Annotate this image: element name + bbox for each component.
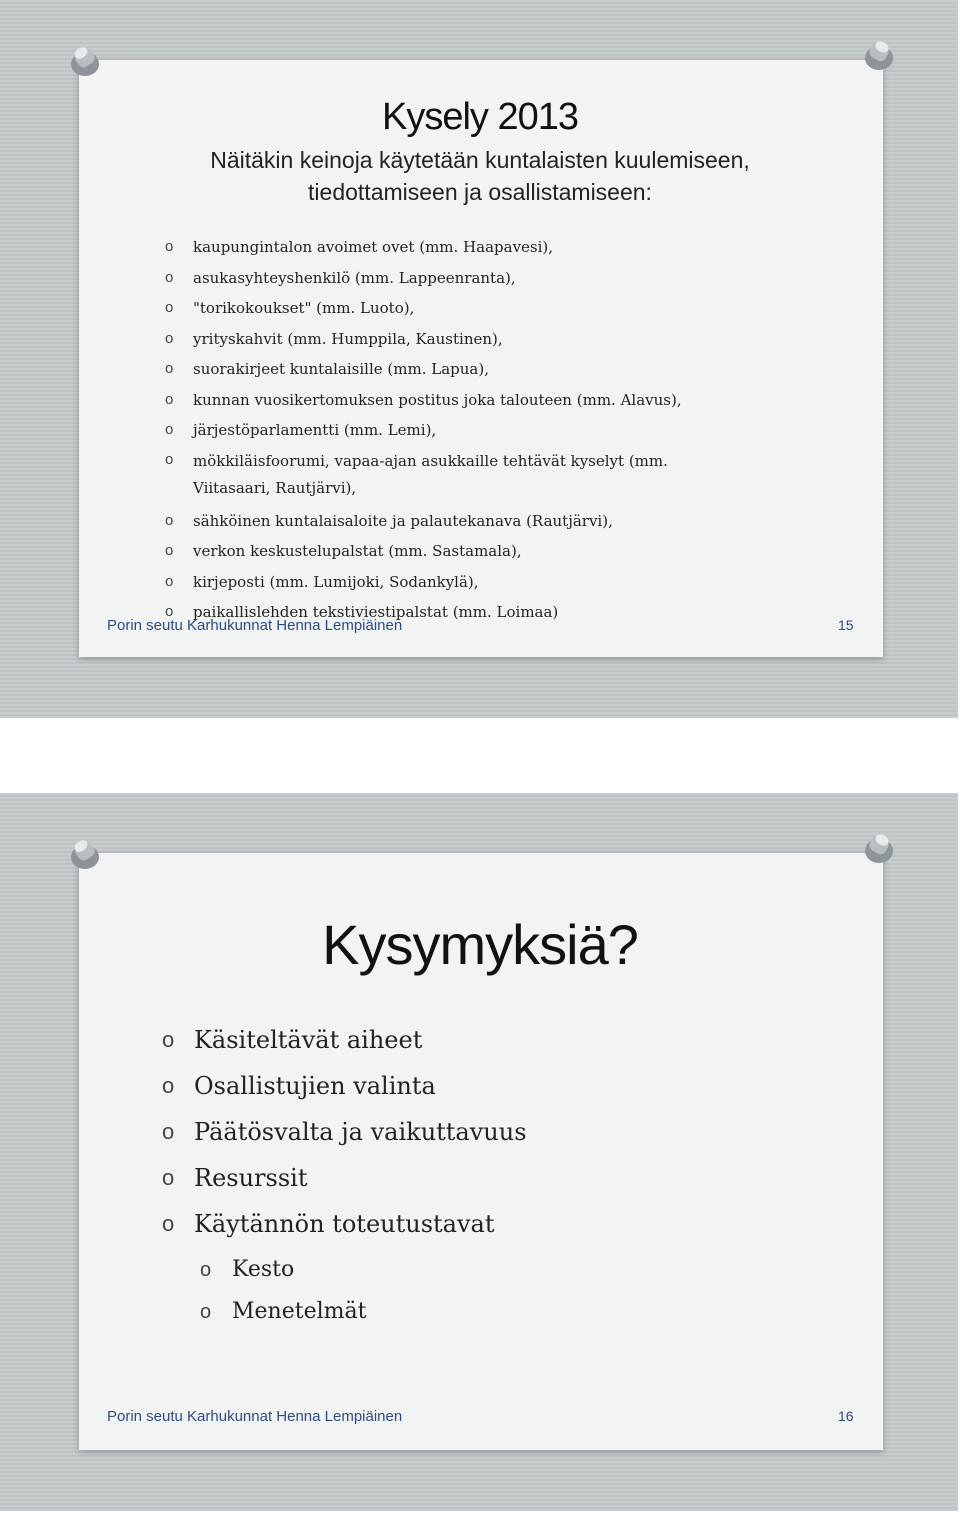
bullet-icon: o [165, 572, 174, 590]
list-item [162, 1020, 527, 1066]
slide-15-subtitle [0, 144, 960, 208]
bullet-icon: o [162, 1073, 175, 1098]
list-item-text: yrityskahvit (mm. Humppila, Kaustinen), [193, 329, 503, 348]
bullet-icon: o [162, 1027, 175, 1052]
bullet-icon: o [165, 329, 174, 347]
list-item-text: sähköinen kuntalaisaloite ja palautekanava (Rautjärvi), [193, 511, 613, 530]
list-item-text: asukasyhteyshenkilö (mm. Lappeenranta), [193, 268, 516, 287]
list-item-text: kaupungintalon avoimet ovet (mm. Haapavesi), [193, 238, 554, 256]
list-item-text: Osallistujien valinta [194, 1072, 436, 1100]
list-item-text: Menetelmät [232, 1299, 367, 1324]
bullet-icon: o [162, 1165, 175, 1190]
bullet-icon: o [200, 1301, 212, 1323]
list-item [165, 324, 845, 355]
list-item [165, 385, 845, 416]
list-item-text: kunnan vuosikertomuksen postitus joka talouteen (mm. Alavus), [193, 390, 682, 409]
list-item [165, 232, 845, 263]
push-pin-icon [66, 835, 104, 873]
list-item-text: paikallislehden tekstiviestipalstat (mm. Loimaa) [193, 603, 559, 621]
bullet-icon: o [165, 542, 174, 559]
list-item [165, 536, 845, 567]
list-item-text: kirjeposti (mm. Lumijoki, Sodankylä), [193, 572, 479, 591]
list-item [162, 1158, 527, 1204]
push-pin-icon [66, 42, 104, 80]
slide-15-footer: Porin seutu Karhukunnat Henna Lempiäinen [107, 617, 403, 634]
bullet-icon: o [165, 268, 174, 286]
slide-15-bullet-list [165, 232, 845, 628]
push-pin-icon [860, 36, 898, 74]
list-item-text: järjestöparlamentti (mm. Lemi), [193, 421, 437, 439]
bullet-icon: o [165, 450, 174, 468]
sub-list-item [200, 1292, 527, 1334]
list-item [165, 567, 845, 598]
list-item-text: Käsiteltävät aiheet [194, 1026, 423, 1054]
bullet-icon: o [165, 390, 174, 408]
bullet-icon: o [165, 360, 174, 377]
bullet-icon: o [200, 1259, 212, 1281]
list-item-text: Kesto [232, 1257, 295, 1282]
list-item-text: "torikokoukset" (mm. Luoto), [193, 299, 415, 317]
bullet-icon: o [165, 299, 174, 316]
bullet-icon: o [162, 1119, 175, 1144]
list-item-text: Käytännön toteutustavat [194, 1210, 495, 1238]
list-item [162, 1204, 527, 1250]
list-item-continuation: Viitasaari, Rautjärvi), [193, 478, 357, 497]
list-item [165, 415, 845, 446]
list-item [165, 293, 845, 324]
list-item [165, 354, 845, 385]
list-item [165, 446, 845, 502]
slide-15-page-number: 15 [838, 617, 854, 633]
list-item [162, 1066, 527, 1112]
slide-16-page-number: 16 [838, 1408, 854, 1424]
list-item-text: Päätösvalta ja vaikuttavuus [194, 1118, 527, 1146]
list-item [165, 263, 845, 294]
list-item [162, 1112, 527, 1158]
sub-list-item [200, 1250, 527, 1292]
slide-15-title: Kysely 2013 [381, 96, 578, 138]
subtitle-line: tiedottamiseen ja osallistamiseen: [308, 179, 652, 205]
slide-16-title: Kysymyksiä? [322, 913, 638, 976]
slide-16-bullet-list [162, 1020, 527, 1334]
slide-16-footer: Porin seutu Karhukunnat Henna Lempiäinen [107, 1408, 403, 1425]
bullet-icon: o [165, 511, 174, 529]
list-item-text: Resurssit [194, 1164, 308, 1192]
bullet-icon: o [165, 603, 174, 620]
list-item-text: verkon keskustelupalstat (mm. Sastamala), [193, 542, 522, 560]
subtitle-line: Näitäkin keinoja käytetään kuntalaisten kuulemiseen, [210, 147, 750, 173]
list-item-text: suorakirjeet kuntalaisille (mm. Lapua), [193, 360, 489, 378]
bullet-icon: o [165, 421, 174, 438]
list-item-text: mökkiläisfoorumi, vapaa-ajan asukkaille tehtävät kyselyt (mm. [193, 451, 668, 470]
list-item [165, 506, 845, 537]
bullet-icon: o [162, 1211, 175, 1236]
bullet-icon: o [165, 238, 174, 255]
push-pin-icon [860, 829, 898, 867]
